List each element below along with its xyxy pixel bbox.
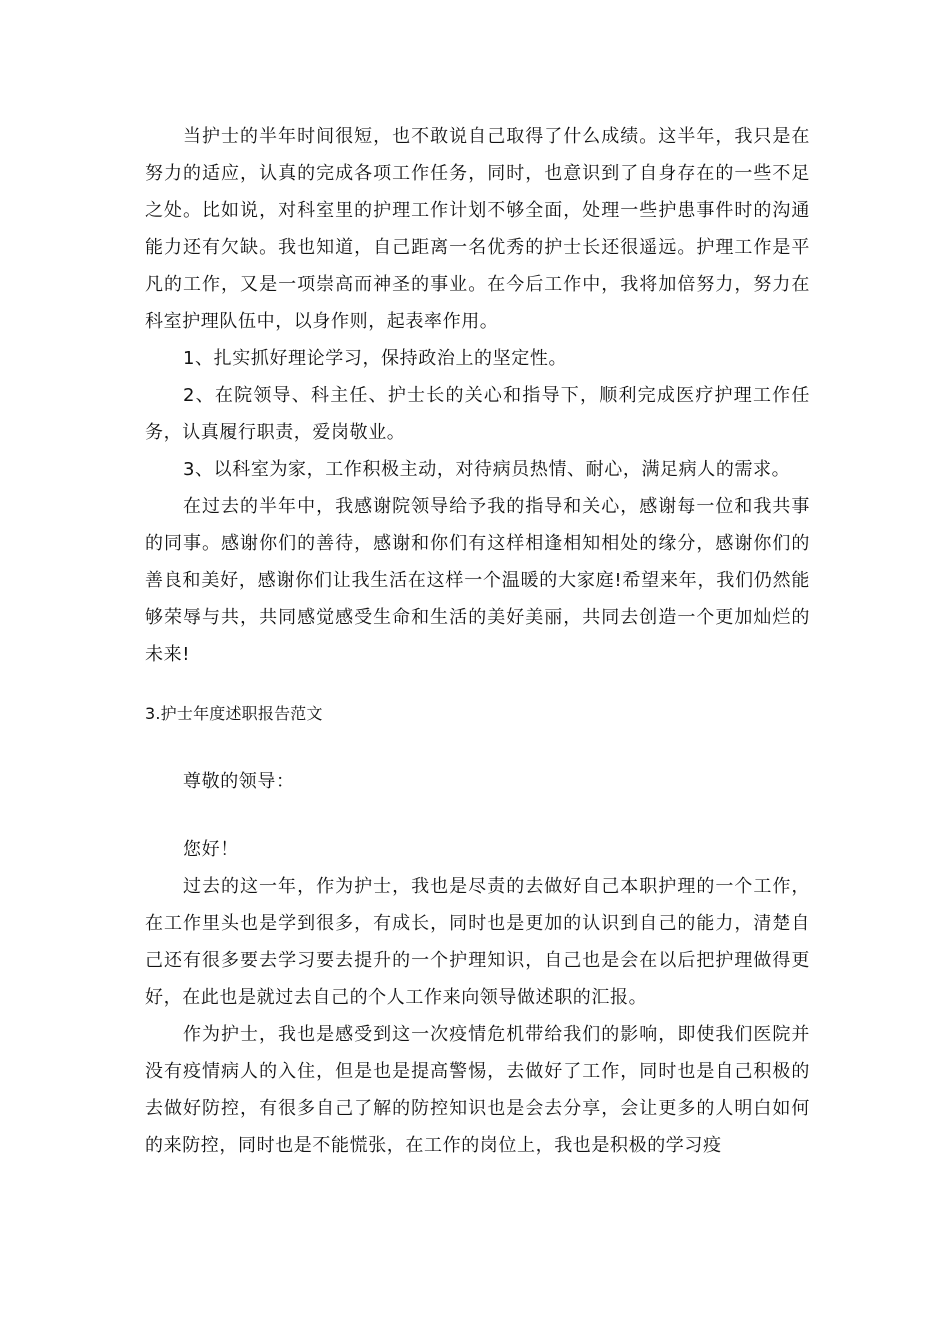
salutation: 尊敬的领导： [183,771,295,792]
paragraph-report-1: 过去的这一年，作为护士，我也是尽责的去做好自己本职护理的一个工作，在工作里头也是学到很多，有成长，同时也是更加的认识到自己的能力，清楚自己还有很多要去学习要去提升的一个护理知识，自己也是会在以后把护理做得更好，在此也是就过去自己的个人工作来向领导做述职的汇报。 [145,876,810,1008]
paragraph-intro: 当护士的半年时间很短，也不敢说自己取得了什么成绩。这半年，我只是在努力的适应，认真的完成各项工作任务，同时，也意识到了自身存在的一些不足之处。比如说，对科室里的护理工作计划不够全面，处理一些护患事件时的沟通能力还有欠缺。我也知道，自己距离一名优秀的护士长还很遥远。护理工作是平凡的工作，又是一项崇高而神圣的事业。在今后工作中，我将加倍努力，努力在科室护理队伍中，以身作则，起表率作用。 [145,126,810,332]
document-body [145,118,810,1164]
spacer [145,800,810,831]
greeting: 您好！ [183,839,239,860]
section-heading: 3.护士年度述职报告范文 [145,704,323,723]
spacer [145,732,810,763]
paragraph-report-2: 作为护士，我也是感受到这一次疫情危机带给我们的影响，即使我们医院并没有疫情病人的入住，但是也是提高警惕，去做好了工作，同时也是自己积极的去做好防控，有很多自己了解的防控知识也是会去分享，会让更多的人明白如何的来防控，同时也是不能慌张，在工作的岗位上，我也是积极的学习疫 [145,1024,810,1156]
list-item-3: 3、以科室为家，工作积极主动，对待病员热情、耐心，满足病人的需求。 [183,459,791,480]
spacer [145,673,810,695]
list-item-1: 1、扎实抓好理论学习，保持政治上的坚定性。 [183,348,568,369]
list-item-2: 2、在院领导、科主任、护士长的关心和指导下，顺利完成医疗护理工作任务，认真履行职责，爱岗敬业。 [145,385,810,443]
paragraph-thanks: 在过去的半年中，我感谢院领导给予我的指导和关心，感谢每一位和我共事的同事。感谢你们的善待，感谢和你们有这样相逢相知相处的缘分，感谢你们的善良和美好，感谢你们让我生活在这样一个温暖的大家庭!希望来年，我们仍然能够荣辱与共，共同感觉感受生命和生活的美好美丽，共同去创造一个更加灿烂的未来! [145,496,810,665]
